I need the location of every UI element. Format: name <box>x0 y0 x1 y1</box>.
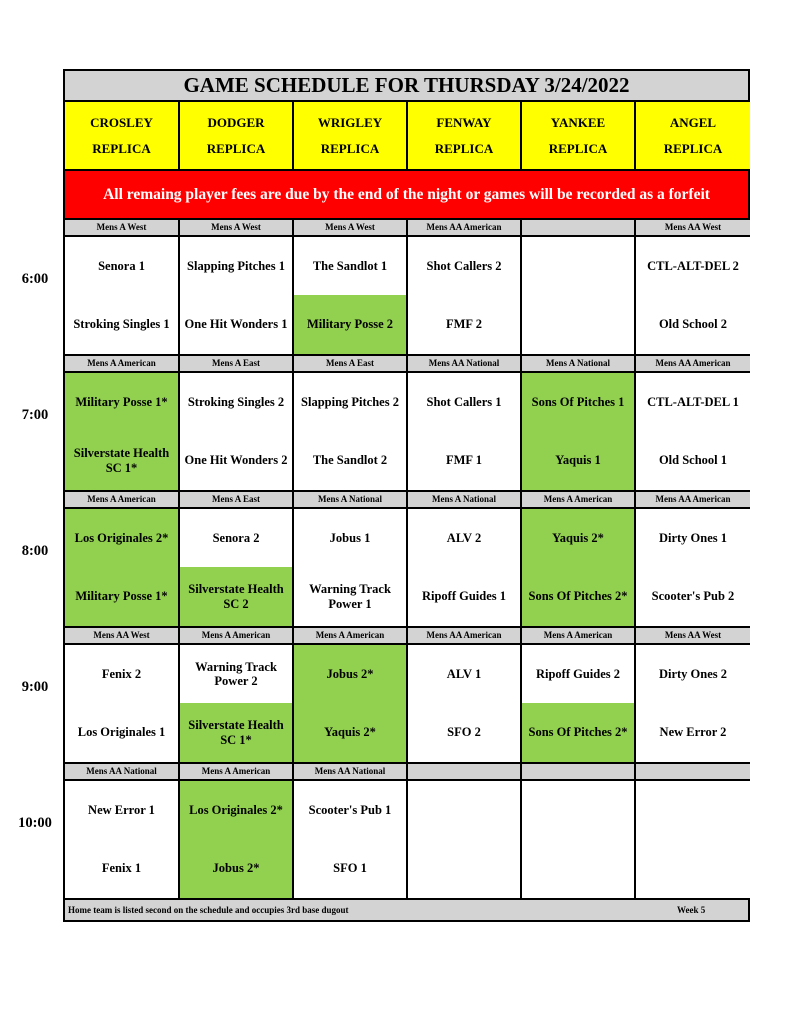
team-cell[interactable]: FMF 1 <box>408 431 520 490</box>
team-cell[interactable]: Military Posse 1* <box>65 567 178 626</box>
division-label: Mens A National <box>294 492 406 507</box>
team-cell[interactable]: ALV 2 <box>408 509 520 567</box>
field-name: WRIGLEY <box>317 114 383 130</box>
team-cell[interactable]: Jobus 2* <box>294 645 406 703</box>
division-label: Mens A East <box>294 356 406 371</box>
team-cell[interactable]: New Error 2 <box>636 703 750 762</box>
division-label: Mens A West <box>180 220 292 235</box>
division-label <box>408 764 520 779</box>
team-cell[interactable]: SFO 2 <box>408 703 520 762</box>
division-label: Mens AA West <box>636 220 750 235</box>
team-cell[interactable]: Jobus 1 <box>294 509 406 567</box>
field-header <box>522 102 634 169</box>
team-cell[interactable]: Fenix 1 <box>65 839 178 898</box>
team-cell[interactable]: ALV 1 <box>408 645 520 703</box>
team-cell[interactable]: Silverstate Health SC 2 <box>180 567 292 626</box>
division-label: Mens A National <box>522 356 634 371</box>
team-cell[interactable]: Dirty Ones 2 <box>636 645 750 703</box>
division-label: Mens AA American <box>408 220 520 235</box>
team-cell[interactable]: Yaquis 2* <box>294 703 406 762</box>
footer-bar <box>65 900 748 920</box>
field-subtitle: REPLICA <box>548 140 608 156</box>
team-cell[interactable]: Military Posse 2 <box>294 295 406 354</box>
team-cell <box>408 781 520 839</box>
field-subtitle: REPLICA <box>206 140 266 156</box>
division-label: Mens AA National <box>408 356 520 371</box>
team-cell[interactable]: CTL-ALT-DEL 2 <box>636 237 750 295</box>
division-label: Mens AA West <box>65 628 178 643</box>
division-label: Mens AA National <box>65 764 178 779</box>
team-cell[interactable]: The Sandlot 2 <box>294 431 406 490</box>
division-label: Mens A American <box>65 356 178 371</box>
division-label: Mens A National <box>408 492 520 507</box>
schedule-grid <box>63 69 750 922</box>
division-label: Mens A West <box>294 220 406 235</box>
division-label: Mens AA American <box>636 492 750 507</box>
team-cell <box>522 839 634 898</box>
division-label <box>522 220 634 235</box>
page-title: GAME SCHEDULE FOR THURSDAY 3/24/2022 <box>65 71 748 100</box>
team-cell[interactable]: Old School 1 <box>636 431 750 490</box>
team-cell[interactable]: Senora 1 <box>65 237 178 295</box>
team-cell[interactable]: Fenix 2 <box>65 645 178 703</box>
time-label: 8:00 <box>21 543 49 559</box>
field-subtitle: REPLICA <box>663 140 723 156</box>
field-name: ANGEL <box>669 114 717 130</box>
team-cell[interactable]: Sons Of Pitches 2* <box>522 567 634 626</box>
team-cell[interactable]: Dirty Ones 1 <box>636 509 750 567</box>
week-label: Week 5 <box>677 904 706 915</box>
field-header <box>636 102 750 169</box>
time-label: 9:00 <box>21 679 49 695</box>
team-cell[interactable]: Silverstate Health SC 1* <box>180 703 292 762</box>
team-cell <box>522 237 634 295</box>
field-name: DODGER <box>207 114 265 130</box>
field-subtitle: REPLICA <box>92 140 151 156</box>
division-label <box>522 764 634 779</box>
team-cell[interactable]: CTL-ALT-DEL 1 <box>636 373 750 431</box>
team-cell[interactable]: Warning Track Power 1 <box>294 567 406 626</box>
team-cell[interactable]: Old School 2 <box>636 295 750 354</box>
team-cell <box>636 781 750 839</box>
fee-notice-banner: All remaing player fees are due by the end of the night or games will be recorded as a forfeit <box>65 171 748 218</box>
team-cell[interactable]: Yaquis 1 <box>522 431 634 490</box>
team-cell[interactable]: Los Originales 2* <box>65 509 178 567</box>
team-cell[interactable]: Sons Of Pitches 2* <box>522 703 634 762</box>
division-label: Mens AA West <box>636 628 750 643</box>
field-subtitle: REPLICA <box>320 140 380 156</box>
division-label: Mens A American <box>180 764 292 779</box>
team-cell[interactable]: Scooter's Pub 1 <box>294 781 406 839</box>
division-label: Mens AA American <box>408 628 520 643</box>
field-name: YANKEE <box>550 114 606 130</box>
team-cell[interactable]: Warning Track Power 2 <box>180 645 292 703</box>
division-label: Mens A American <box>294 628 406 643</box>
division-label: Mens AA American <box>636 356 750 371</box>
field-name: CROSLEY <box>90 114 153 130</box>
team-cell[interactable]: Slapping Pitches 2 <box>294 373 406 431</box>
division-label: Mens A East <box>180 356 292 371</box>
team-cell <box>522 781 634 839</box>
team-cell[interactable]: One Hit Wonders 2 <box>180 431 292 490</box>
team-cell[interactable]: Ripoff Guides 2 <box>522 645 634 703</box>
team-cell[interactable]: New Error 1 <box>65 781 178 839</box>
team-cell <box>522 295 634 354</box>
field-header <box>65 102 178 169</box>
field-header <box>180 102 292 169</box>
team-cell[interactable]: Ripoff Guides 1 <box>408 567 520 626</box>
time-label: 7:00 <box>21 407 49 423</box>
team-cell[interactable]: The Sandlot 1 <box>294 237 406 295</box>
field-name: FENWAY <box>436 114 492 130</box>
time-label: 10:00 <box>18 815 52 831</box>
team-cell[interactable]: FMF 2 <box>408 295 520 354</box>
field-header <box>294 102 406 169</box>
team-cell[interactable]: Sons Of Pitches 1 <box>522 373 634 431</box>
division-label: Mens A West <box>65 220 178 235</box>
team-cell[interactable]: Stroking Singles 2 <box>180 373 292 431</box>
time-label: 6:00 <box>21 271 49 287</box>
team-cell[interactable]: Los Originales 1 <box>65 703 178 762</box>
team-cell[interactable]: Military Posse 1* <box>65 373 178 431</box>
footer-note: Home team is listed second on the schedule and occupies 3rd base dugout <box>68 904 349 915</box>
team-cell[interactable]: Slapping Pitches 1 <box>180 237 292 295</box>
division-label: Mens A East <box>180 492 292 507</box>
field-subtitle: REPLICA <box>434 140 494 156</box>
team-cell[interactable]: SFO 1 <box>294 839 406 898</box>
field-header <box>408 102 520 169</box>
team-cell[interactable]: Shot Callers 1 <box>408 373 520 431</box>
team-cell[interactable]: Shot Callers 2 <box>408 237 520 295</box>
team-cell[interactable]: Jobus 2* <box>180 839 292 898</box>
division-label: Mens A American <box>180 628 292 643</box>
team-cell <box>636 839 750 898</box>
division-label: Mens A American <box>522 492 634 507</box>
division-label: Mens A American <box>522 628 634 643</box>
team-cell[interactable]: Stroking Singles 1 <box>65 295 178 354</box>
team-cell[interactable]: One Hit Wonders 1 <box>180 295 292 354</box>
division-label: Mens A American <box>65 492 178 507</box>
division-label <box>636 764 750 779</box>
team-cell[interactable]: Scooter's Pub 2 <box>636 567 750 626</box>
team-cell[interactable]: Senora 2 <box>180 509 292 567</box>
team-cell[interactable]: Los Originales 2* <box>180 781 292 839</box>
team-cell[interactable]: Yaquis 2* <box>522 509 634 567</box>
team-cell <box>408 839 520 898</box>
team-cell[interactable]: Silverstate Health SC 1* <box>65 431 178 490</box>
division-label: Mens AA National <box>294 764 406 779</box>
